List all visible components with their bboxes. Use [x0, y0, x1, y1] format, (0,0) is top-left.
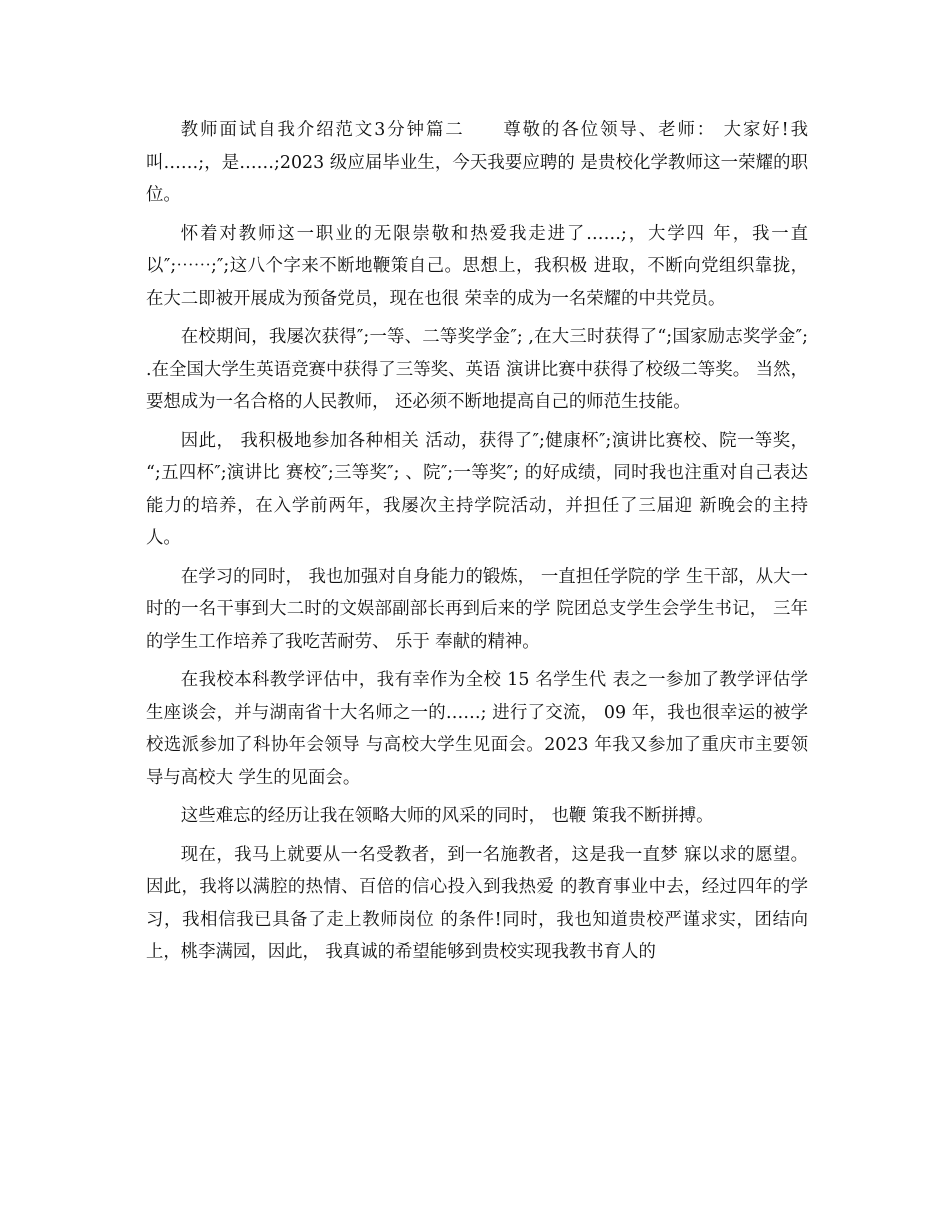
paragraph-8: 现在，我马上就要从一名受教者，到一名施教者，这是我一直梦 寐以求的愿望。因此，我将以满腔的热情、百倍的信心投入到我热爱 的教育事业中去，经过四年的学习，我相信我已具备了走上教师岗位 的条件!同时，我也知道贵校严谨求实，团结向上，桃李满园，因此， 我真诚的希望能够到贵校实现我教书育人的 — [146, 844, 808, 962]
document-body — [146, 114, 808, 975]
paragraph-4: 因此， 我积极地参加各种相关 活动，获得了″;健康杯″;演讲比赛校、院一等奖， “;五四杯″;演讲比 赛校″;三等奖″; 、院″;一等奖″; 的好成绩，同时我也注重对自己表达 能力的培养，在入学前两年，我屡次主持学院活动，并担任了三届迎 新晚会的主持人。 — [146, 430, 808, 548]
paragraph-6: 在我校本科教学评估中，我有幸作为全校 15 名学生代 表之一参加了教学评估学生座谈会，并与湖南省十大名师之一的……; 进行了交流， 09 年，我也很幸运的被学校选派参加了科协年会领导 与高校大学生见面会。2023 年我又参加了重庆市主要领导与高校大 学生的见面会。 — [146, 670, 808, 788]
paragraph-5: 在学习的同时， 我也加强对自身能力的锻炼， 一直担任学院的学 生干部，从大一时的一名干事到大二时的文娱部副部长再到后来的学 院团总支学生会学生书记， 三年的学生工作培养了我吃苦耐劳、 乐于 奉献的精神。 — [146, 566, 808, 652]
paragraph-3: 在校期间，我屡次获得″;一等、二等奖学金″; ,在大三时获得了“;国家励志奖学金″; .在全国大学生英语竞赛中获得了三等奖、英语 演讲比赛中获得了校级二等奖。 当然， 要想成为一名合格的人民教师， 还必须不断地提高自己的师范生技能。 — [146, 327, 808, 412]
paragraph-1: 教师面试自我介绍范文3分钟篇二 尊敬的各位领导、老师： 大家好!我叫……;，是……;2023 级应届毕业生，今天我要应聘的 是贵校化学教师这一荣耀的职位。 — [146, 120, 808, 205]
paragraph-2: 怀着对教师这一职业的无限崇敬和热爱我走进了……;，大学四 年，我一直以″;⋯⋯;″;这八个字来不断地鞭策自己。思想上，我积极 进取，不断向党组织靠拢，在大二即被开展成为预备党员，现在也很 荣幸的成为一名荣耀的中共党员。 — [146, 223, 808, 309]
paragraph-7: 这些难忘的经历让我在领略大师的风采的同时， 也鞭 策我不断拼搏。 — [180, 806, 714, 826]
